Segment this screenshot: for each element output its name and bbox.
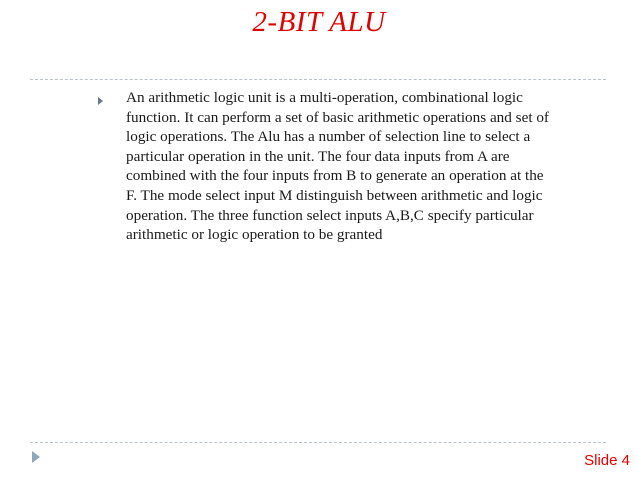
slide-number: Slide 4 <box>584 452 630 469</box>
bottom-divider <box>30 442 606 443</box>
slide-title: 2-BIT ALU <box>252 6 386 38</box>
bullet-item <box>98 88 558 245</box>
top-divider <box>30 79 606 80</box>
footer-arrow-icon <box>32 451 40 463</box>
bullet-arrow-icon <box>98 97 103 105</box>
bullet-text: An arithmetic logic unit is a multi-operation, combinational logic function. It can perform a set of basic arithmetic operations and set of logic operations. The Alu has a number of selection line to select a particular operation in the unit. The four data inputs from A are combined with the four inputs from B to generate an operation at the F. The mode select input M distinguish between arithmetic and logic operation. The three function select inputs A,B,C specify particular arithmetic or logic operation to be granted <box>126 89 549 244</box>
